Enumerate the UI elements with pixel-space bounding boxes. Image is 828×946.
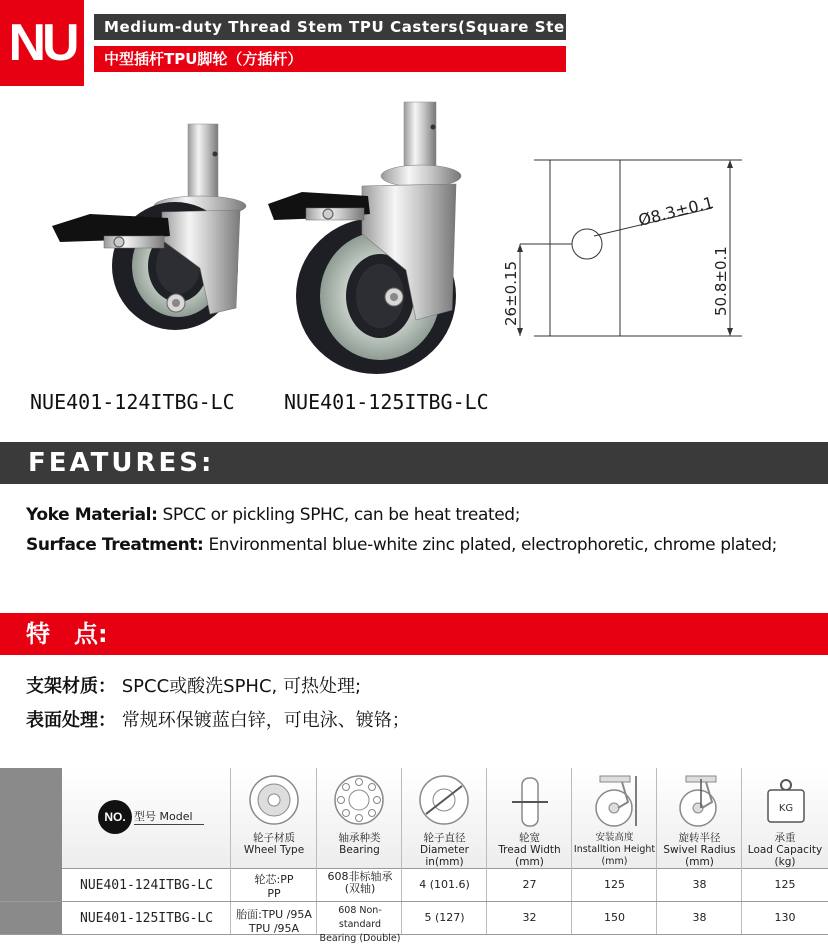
row1-model: NUE401-124ITBG-LC xyxy=(80,878,214,893)
row2-radius: 38 xyxy=(692,911,707,924)
spec-table xyxy=(0,768,828,944)
stem-length-dimension: 50.8±0.1 xyxy=(712,246,730,316)
feature-cn-surface-treatment xyxy=(26,706,410,732)
row2-height: 150 xyxy=(604,911,625,924)
bearing-cn: 608非标轴承 (双轴) xyxy=(327,870,393,895)
header-diameter: 轮子直径 Diameter in(mm) xyxy=(419,832,470,868)
model-badge: NO. xyxy=(98,800,132,834)
load-capacity-icon xyxy=(764,778,808,824)
caster-image-125 xyxy=(266,100,466,375)
title-chinese: 中型插杆TPU脚轮（方插杆） xyxy=(94,46,566,72)
row1-radius: 38 xyxy=(692,878,707,891)
feature-yoke-material xyxy=(26,505,520,525)
feature-cn-text: 常规环保镀蓝白锌，可电泳、镀铬； xyxy=(121,710,410,731)
tread-width-icon xyxy=(510,776,550,828)
feature-cn-text: SPCC或酸洗SPHC, 可热处理; xyxy=(121,676,362,697)
row1-width: 27 xyxy=(522,878,537,891)
hole-height-dimension: 26±0.15 xyxy=(502,260,520,326)
feature-label: Yoke Material: xyxy=(26,505,158,525)
brand-logo: NU xyxy=(0,0,84,86)
row2-load: 130 xyxy=(774,911,796,924)
model-header-label: 型号 Model xyxy=(134,808,204,825)
feature-cn-label: 表面处理： xyxy=(26,710,116,731)
caster-image-124 xyxy=(50,118,260,333)
row1-diameter: 4 (101.6) xyxy=(419,878,470,891)
feature-surface-treatment xyxy=(26,535,777,555)
swivel-radius-icon xyxy=(674,774,726,828)
header-wheel-type: 轮子材质 Wheel Type xyxy=(243,832,305,856)
model-label-125: NUE401-125ITBG-LC xyxy=(284,390,489,414)
title-english: Medium-duty Thread Stem TPU Casters(Square Stem) xyxy=(94,14,566,40)
feature-text: Environmental blue-white zinc plated, electrophoretic, chrome plated; xyxy=(208,535,777,555)
stem-dimension-drawing xyxy=(490,150,750,350)
header-installation-height: 安装高度 Installtion Height (mm) xyxy=(573,832,656,867)
row1-load: 125 xyxy=(774,878,796,891)
feature-text: SPCC or pickling SPHC, can be heat treated; xyxy=(162,505,521,525)
diameter-dimension: Ø8.3±0.1 xyxy=(636,192,716,230)
wheel-type-icon xyxy=(248,774,300,826)
installation-height-icon xyxy=(588,774,640,828)
row2-width: 32 xyxy=(522,911,537,924)
row1-height: 125 xyxy=(604,878,625,891)
bearing-icon xyxy=(333,774,385,826)
header-bearing: 轴承种类 Bearing xyxy=(338,832,381,856)
feature-cn-yoke-material xyxy=(26,672,361,698)
diameter-icon xyxy=(418,774,470,826)
header-swivel-radius: 旋转半径 Swivel Radius (mm) xyxy=(663,832,736,868)
row2-model: NUE401-125ITBG-LC xyxy=(80,911,214,926)
row2-diameter: 5 (127) xyxy=(424,911,465,924)
kg-icon-label: KG xyxy=(778,803,794,814)
features-heading: FEATURES: xyxy=(0,442,828,484)
feature-cn-label: 支架材质： xyxy=(26,676,116,697)
feature-label: Surface Treatment: xyxy=(26,535,204,555)
features-cn-heading: 特 点: xyxy=(0,613,828,655)
header-load-capacity: 承重 Load Capacity (kg) xyxy=(747,832,823,868)
model-label-124: NUE401-124ITBG-LC xyxy=(30,390,235,414)
bearing-en: 608 Non-standard Bearing (Double) xyxy=(319,905,401,944)
wheel-type-values: 轮芯:PP PP 胎面:TPU /95A TPU /95A xyxy=(236,873,312,935)
header-tread-width: 轮宽 Tread Width (mm) xyxy=(498,832,561,868)
